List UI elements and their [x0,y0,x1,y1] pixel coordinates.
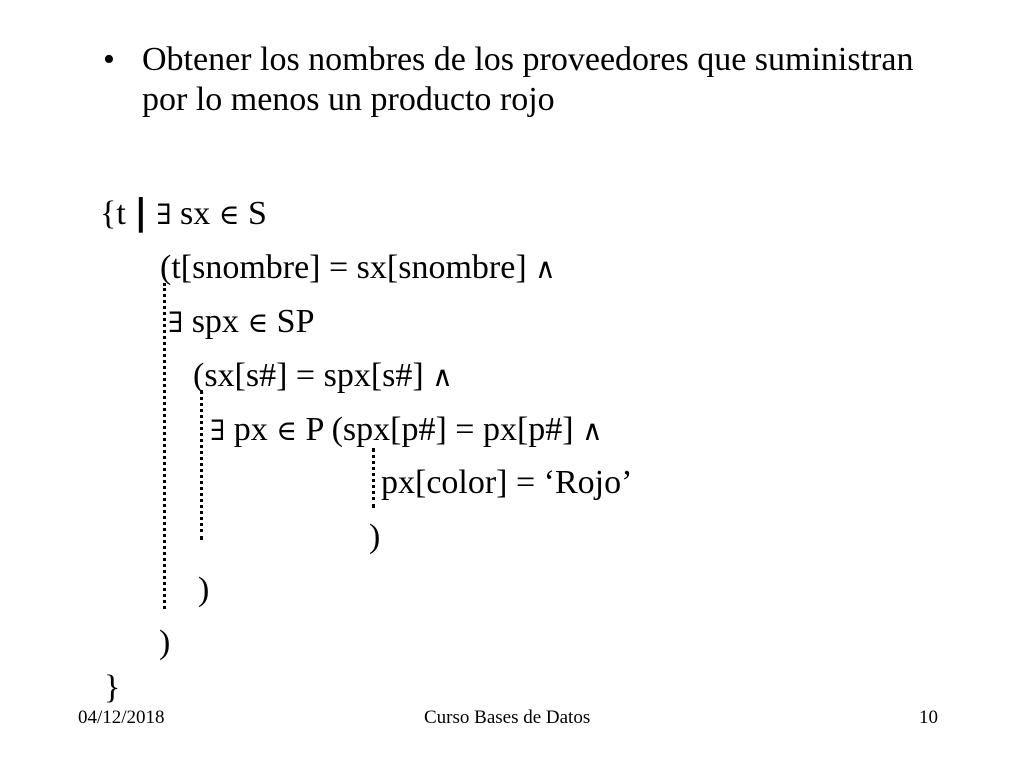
element-of-symbol: ∈ [218,198,240,231]
expression-line-2 [160,248,556,289]
bullet-marker: • [103,41,115,78]
set-open: {t [100,195,135,232]
exists-symbol: ∃ [210,414,226,447]
closing-paren-inner: ) [369,518,381,555]
closing-paren-outer: ) [159,624,171,661]
condition-snombre: (t[snombre] = sx[snombre] [160,249,536,286]
and-symbol: ∧ [582,414,603,447]
expression-line-10 [104,668,120,708]
expression-line-3 [168,302,315,343]
exists-symbol: ∃ [168,306,184,339]
condition-p-number: P (spx[p#] = px[p#] [296,411,583,448]
element-of-symbol: ∈ [276,414,297,447]
such-that-bar: | [134,192,148,233]
variable-sx: sx [171,195,219,232]
and-symbol: ∧ [535,252,556,285]
scope-guide-middle [200,390,203,540]
expression-line-6 [381,463,632,503]
footer-date: 04/12/2018 [78,707,165,728]
variable-spx: spx [183,303,248,340]
condition-color: px[color] = ‘Rojo’ [381,464,633,501]
expression-line-7 [369,517,380,557]
expression-line-4 [193,356,453,397]
exists-symbol: ∃ [147,198,172,231]
relation-sp: SP [268,303,315,340]
relation-s: S [239,195,267,232]
scope-guide-inner [372,448,375,508]
condition-s-number: (sx[s#] = spx[s#] [193,357,433,394]
element-of-symbol: ∈ [247,306,269,339]
bullet-text: Obtener los nombres de los proveedores que suministran por lo menos un producto rojo [142,41,914,118]
and-symbol: ∧ [432,360,453,393]
variable-px: px [225,411,277,448]
footer-course: Curso Bases de Datos [424,707,591,728]
set-close: } [104,669,121,706]
closing-paren-middle: ) [198,571,210,608]
expression-line-1 [100,193,267,235]
expression-line-5 [210,410,603,451]
footer-page-number: 10 [919,707,938,728]
expression-line-8 [198,570,209,610]
scope-guide-outer [163,283,166,609]
expression-line-9 [159,623,170,663]
